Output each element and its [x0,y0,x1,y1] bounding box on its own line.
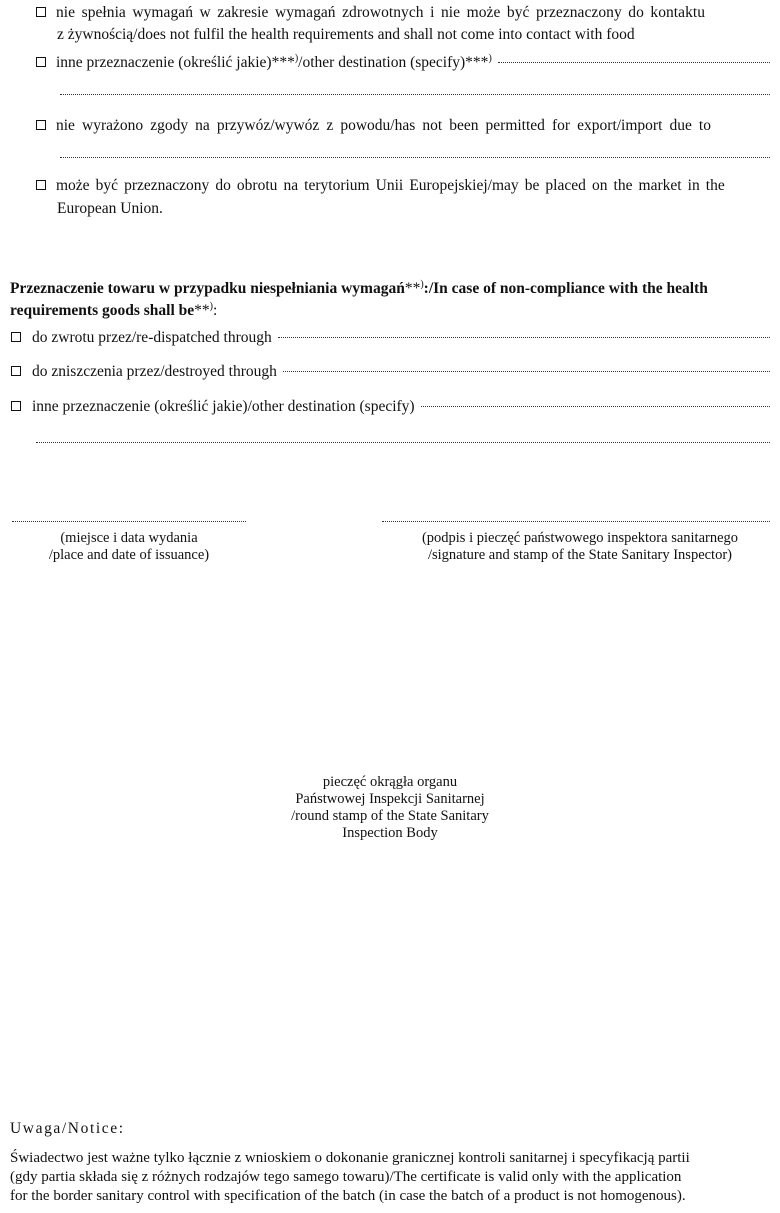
destination-other-fill-line[interactable] [421,406,770,407]
checkbox-not-food-contact[interactable] [36,7,46,17]
option-not-permitted [36,115,770,137]
other-destination-fill-line-2[interactable] [60,94,770,95]
option-other-destination [36,52,770,74]
notice-line-2: (gdy partia składa się z różnych rodzajów tego samego towaru)/The certificate is valid only with the application [10,1169,682,1185]
destination-other [11,396,770,418]
notice-text [10,1149,770,1206]
destination-destroyed-label: do zniszczenia przez/destroyed through [32,363,277,380]
notice-line-3: for the border sanitary control with specification of the batch (in case the batch of a product is not homogenous). [10,1188,686,1204]
signature-line[interactable] [382,521,770,522]
destination-redispatched [11,327,770,349]
option-not-permitted-label: nie wyrażono zgody na przywóz/wywóz z powodu/has not been permitted for export/import due to [56,117,711,134]
place-date-line[interactable] [12,521,246,522]
other-destination-fill-line[interactable] [498,62,770,63]
checkbox-destination-other[interactable] [11,401,21,411]
destroyed-fill-line[interactable] [283,371,770,372]
option-not-food-contact-line2: z żywnością/does not fulfil the health requirements and shall not come into contact with food [57,26,635,43]
stamp-placeholder: pieczęć okrągła organu Państwowej Inspekcji Sanitarnej /round stamp of the State Sanitary Inspection Body [291,774,489,841]
destination-destroyed [11,361,770,383]
notice-line-1: Świadectwo jest ważne tylko łącznie z wnioskiem o dokonanie granicznej kontroli sanitarnej i specyfikacją partii [10,1150,690,1166]
option-eu-market [36,175,770,197]
redispatched-fill-line[interactable] [278,337,770,338]
option-not-food-contact [36,2,770,24]
option-not-food-contact-line1: nie spełnia wymagań w zakresie wymagań zdrowotnych i nie może być przeznaczony do kontaktu [56,4,706,21]
not-permitted-fill-line[interactable] [60,157,770,158]
place-date-caption: (miejsce i data wydania /place and date of issuance) [48,530,210,563]
checkbox-not-permitted[interactable] [36,120,46,130]
destination-heading: Przeznaczenie towaru w przypadku niespełniania wymagań**):/In case of non-compliance with the health requirements goods shall be**): [10,278,708,319]
checkbox-eu-market[interactable] [36,180,46,190]
option-other-destination-label: inne przeznaczenie (określić jakie)***)/other destination (specify)***) [56,52,492,71]
destination-other-fill-line-2[interactable] [36,442,770,443]
destination-other-label: inne przeznaczenie (określić jakie)/other destination (specify) [32,398,415,415]
signature-caption: (podpis i pieczęć państwowego inspektora sanitarnego /signature and stamp of the State Sanitary Inspector) [421,530,739,563]
checkbox-destroyed[interactable] [11,366,21,376]
checkbox-redispatched[interactable] [11,332,21,342]
option-eu-market-line2: European Union. [57,200,163,217]
notice-title: Uwaga/Notice: [10,1120,125,1137]
option-eu-market-line1: może być przeznaczony do obrotu na terytorium Unii Europejskiej/may be placed on the market in the [56,177,725,194]
destination-redispatched-label: do zwrotu przez/re-dispatched through [32,329,272,346]
checkbox-other-destination[interactable] [36,57,46,67]
